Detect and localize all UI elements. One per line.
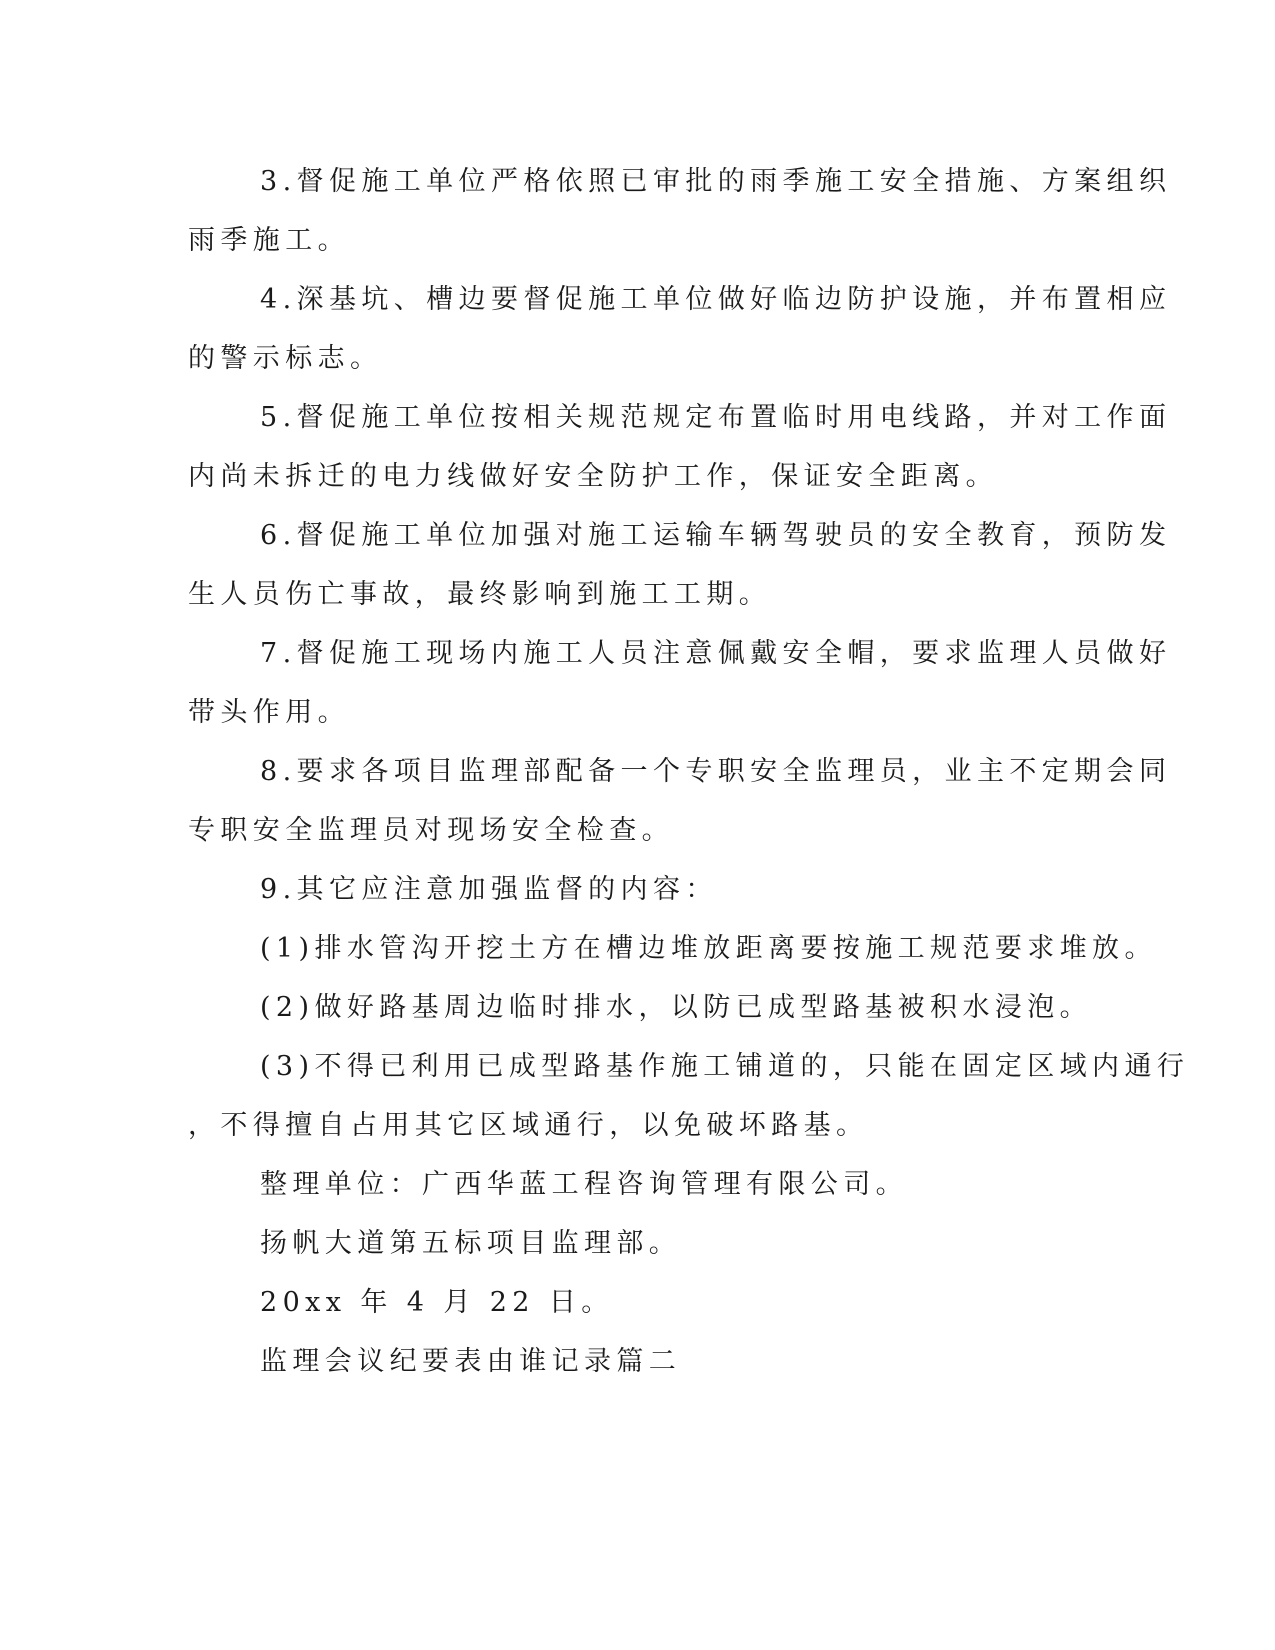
organizer-line: 整理单位：广西华蓝工程咨询管理有限公司。 [260,1169,908,1200]
section-title: 监理会议纪要表由谁记录篇二 [260,1346,682,1377]
item-8-line-2: 专职安全监理员对现场安全检查。 [188,815,674,846]
item-7-line-1: 7.督促施工现场内施工人员注意佩戴安全帽，要求监理人员做好 [260,638,1172,669]
date-line: 20xx 年 4 月 22 日。 [260,1287,614,1318]
item-8-line-1: 8.要求各项目监理部配备一个专职安全监理员，业主不定期会同 [260,756,1172,787]
sub-item-2: (2)做好路基周边临时排水，以防已成型路基被积水浸泡。 [260,992,1093,1023]
sub-item-3-line-2: ，不得擅自占用其它区域通行，以免破坏路基。 [188,1110,869,1141]
item-3-line-1: 3.督促施工单位严格依照已审批的雨季施工安全措施、方案组织 [260,166,1172,197]
item-5-line-2: 内尚未拆迁的电力线做好安全防护工作，保证安全距离。 [188,461,998,492]
department-line: 扬帆大道第五标项目监理部。 [260,1228,682,1259]
item-6-line-2: 生人员伤亡事故，最终影响到施工工期。 [188,579,772,610]
item-4-line-2: 的警示标志。 [188,343,383,374]
item-5-line-1: 5.督促施工单位按相关规范规定布置临时用电线路，并对工作面 [260,402,1172,433]
item-9-heading: 9.其它应注意加强监督的内容： [260,874,718,905]
item-6-line-1: 6.督促施工单位加强对施工运输车辆驾驶员的安全教育，预防发 [260,520,1172,551]
sub-item-3-line-1: (3)不得已利用已成型路基作施工铺道的，只能在固定区域内通行 [260,1051,1190,1082]
item-7-line-2: 带头作用。 [188,697,350,728]
sub-item-1: (1)排水管沟开挖土方在槽边堆放距离要按施工规范要求堆放。 [260,933,1157,964]
item-4-line-1: 4.深基坑、槽边要督促施工单位做好临边防护设施，并布置相应 [260,284,1172,315]
item-3-line-2: 雨季施工。 [188,225,350,256]
